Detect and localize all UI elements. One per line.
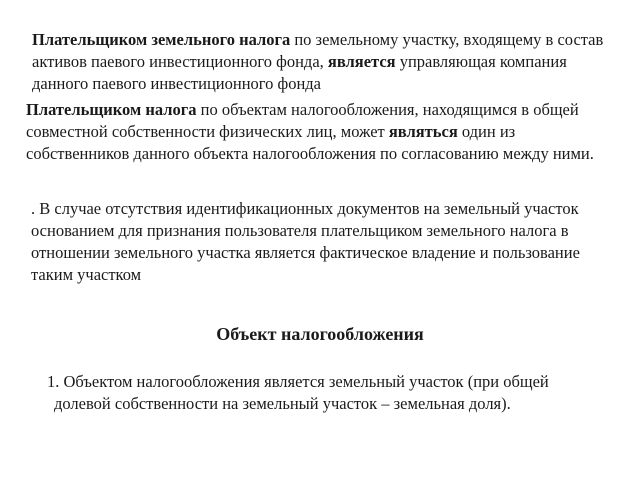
paragraph4-line2: долевой собственности на земельный участок – земельная доля). [54,394,511,413]
paragraph-no-documents: . В случае отсутствия идентификационных документов на земельный участок основанием для признания пользователя плательщиком земельного налога в отношении земельного участка является фактическое владение и пользование таким участком [31,199,580,284]
paragraph2-text-b: один из собственников данного объекта налогообложения по согласованию между ними. [26,122,594,163]
bold-term-land-tax-payer: Плательщиком земельного налога [32,30,291,49]
bold-term-is: является [327,52,396,71]
paragraph-tax-payer-joint-ownership [26,99,616,165]
paragraph4-line1: 1. Объектом налогообложения является земельный участок (при общей [47,372,549,391]
bold-term-be: являться [388,122,458,141]
paragraph1-text-b: управляющая компания данного паевого инвестиционного фонда [32,52,567,93]
paragraph1-text-a: по земельному участку, входящему в состав активов паевого инвестиционного фонда, [32,30,604,71]
bold-term-tax-payer: Плательщиком налога [26,100,197,119]
section-heading-taxation-object: Объект налогообложения [216,324,424,344]
paragraph-taxation-object-definition [47,371,617,415]
paragraph2-text-a: по объектам налогообложения, находящимся в общей совместной собственности физических лиц, может [26,100,579,141]
paragraph-land-tax-payer-fund [32,29,612,95]
